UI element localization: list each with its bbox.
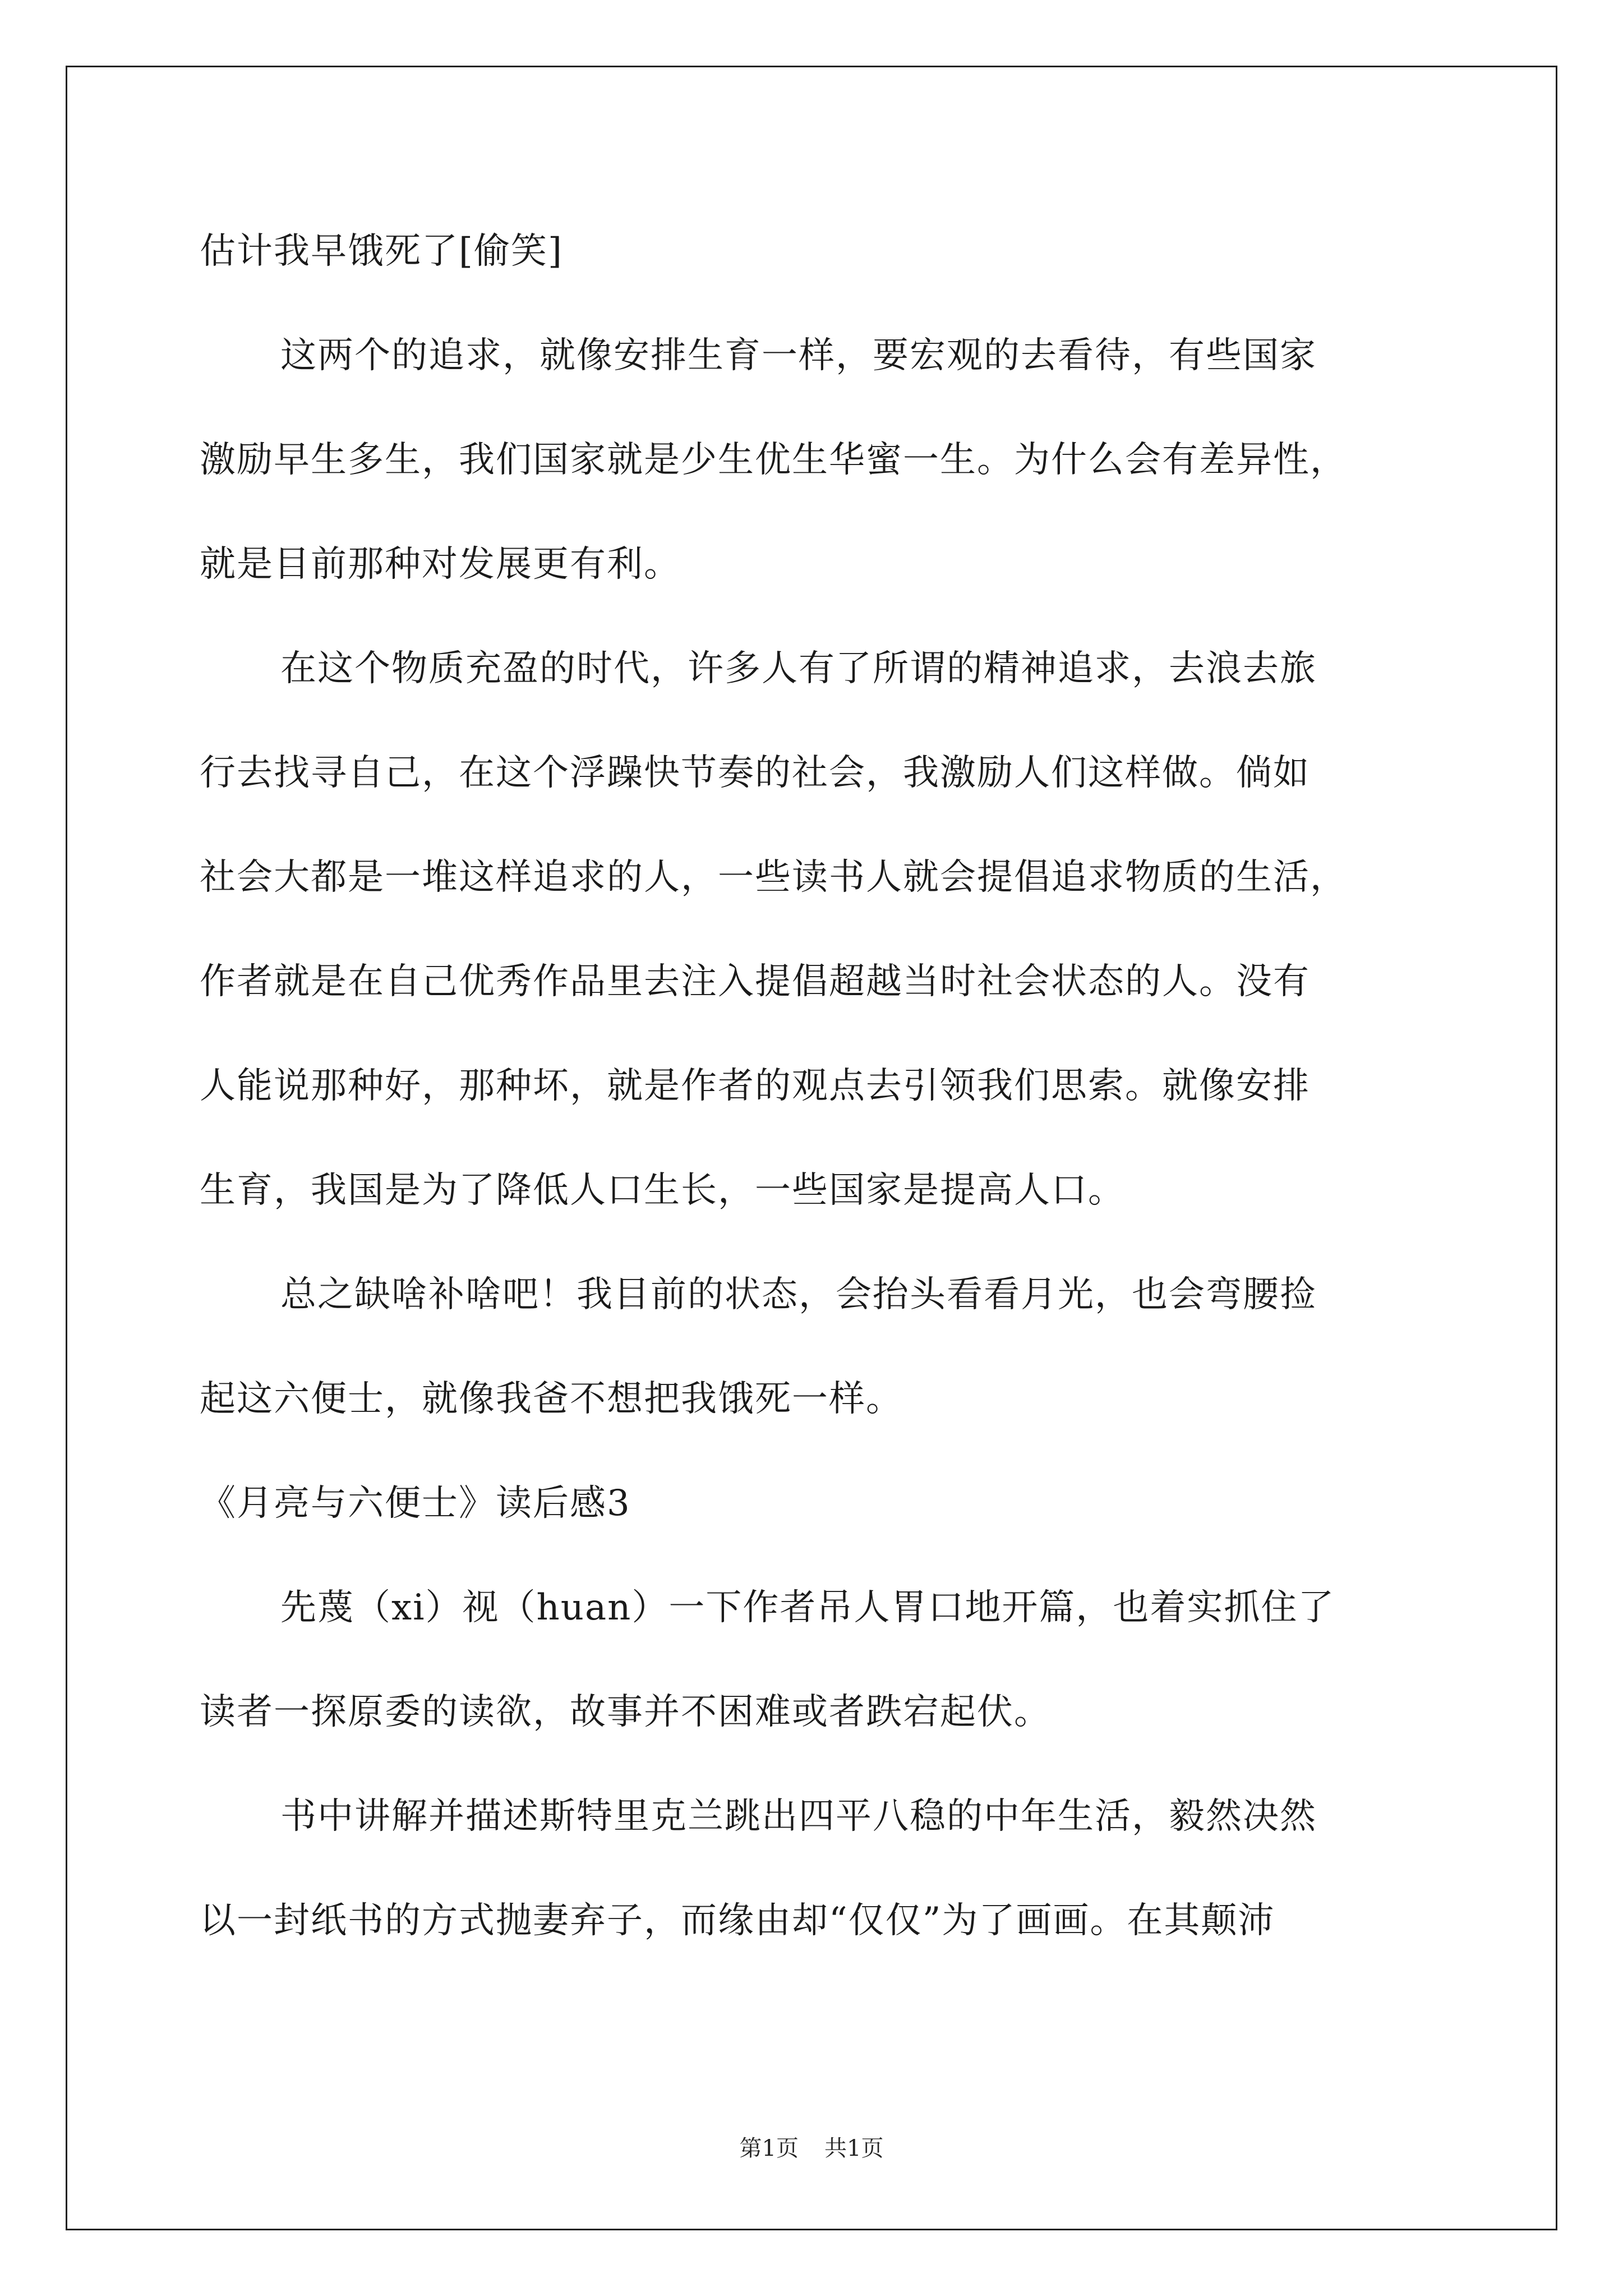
text-line: 读者一探原委的读欲，故事并不困难或者跌宕起伏。 [200,1691,1051,1733]
page-total: 共1页 [824,2136,884,2161]
text-line: 作者就是在自己优秀作品里去注入提倡超越当时社会状态的人。没有 [200,961,1310,1002]
document-body [200,199,1450,1973]
paragraph-first-line: 先蔑（xi）视（huan）一下作者吊人胃口地开篇，也着实抓住了 [280,1587,1335,1628]
paragraph-first-line: 在这个物质充盈的时代，许多人有了所谓的精神追求，去浪去旅 [280,648,1317,689]
page-number: 第1页 [739,2136,799,2161]
section-heading: 《月亮与六便士》读后感3 [200,1483,631,1524]
paragraph-first-line: 这两个的追求，就像安排生育一样，要宏观的去看待，有些国家 [280,335,1317,376]
text-line: 起这六便士，就像我爸不想把我饿死一样。 [200,1378,903,1420]
text-line: 以一封纸书的方式抛妻弃子，而缘由却“仅仅”为了画画。在其颠沛 [200,1900,1275,1941]
text-line: 生育，我国是为了降低人口生长，一些国家是提高人口。 [200,1170,1125,1211]
text-line: 社会大都是一堆这样追求的人，一些读书人就会提倡追求物质的生活， [200,857,1347,898]
paragraph-first-line: 总之缺啥补啥吧！我目前的状态，会抬头看看月光，也会弯腰捡 [280,1274,1317,1315]
text-line: 估计我早饿死了[偷笑] [200,231,563,272]
text-line: 激励早生多生，我们国家就是少生优生华蜜一生。为什么会有差异性， [200,439,1347,481]
text-line: 人能说那种好，那种坏，就是作者的观点去引领我们思索。就像安排 [200,1065,1310,1107]
page-footer [0,2132,1623,2165]
paragraph-first-line: 书中讲解并描述斯特里克兰跳出四平八稳的中年生活，毅然决然 [280,1796,1317,1837]
text-line: 行去找寻自己，在这个浮躁快节奏的社会，我激励人们这样做。倘如 [200,752,1310,794]
text-line: 就是目前那种对发展更有利。 [200,544,681,585]
